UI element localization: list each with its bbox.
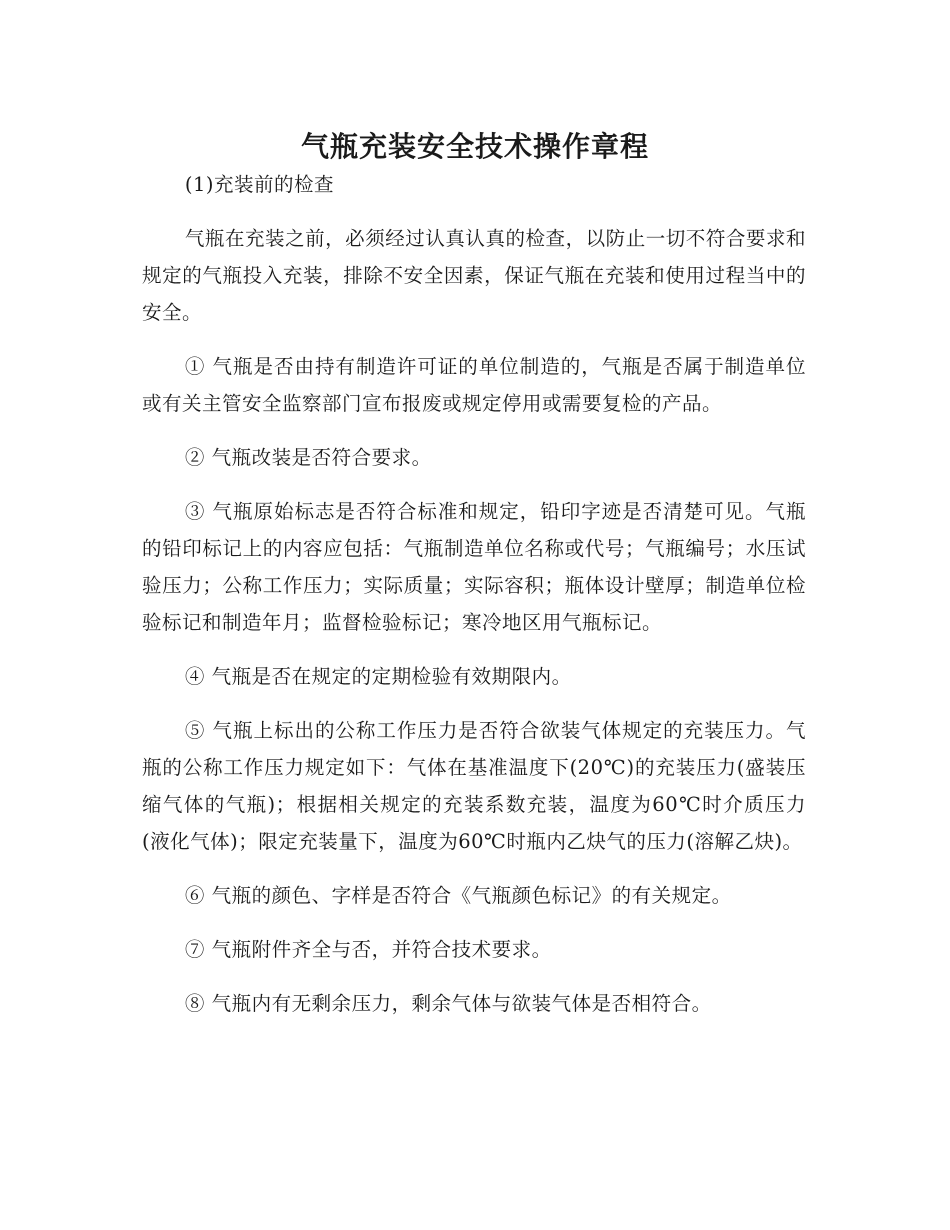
document-title: 气瓶充装安全技术操作章程	[300, 129, 649, 163]
section-heading: (1)充装前的检查	[184, 173, 335, 196]
list-item-2: ② 气瓶改装是否符合要求。	[184, 446, 432, 469]
list-item-1: ① 气瓶是否由持有制造许可证的单位制造的，气瓶是否属于制造单位或有关主管安全监察部门宣布报废或规定停用或需要复检的产品。	[142, 355, 806, 415]
list-item-6: ⑥ 气瓶的颜色、字样是否符合《气瓶颜色标记》的有关规定。	[184, 884, 732, 907]
document-body	[142, 166, 806, 1039]
list-item-5: ⑤ 气瓶上标出的公称工作压力是否符合欲装气体规定的充装压力。气瓶的公称工作压力规定如下：气体在基准温度下(20℃)的充装压力(盛装压缩气体的气瓶)；根据相关规定的充装系数充装，温度为60℃时介质压力(液化气体)；限定充装量下，温度为60℃时瓶内乙炔气的压力(溶解乙炔)。	[142, 719, 806, 853]
paragraph-intro: 气瓶在充装之前，必须经过认真认真的检查，以防止一切不符合要求和规定的气瓶投入充装，排除不安全因素，保证气瓶在充装和使用过程当中的安全。	[142, 227, 806, 324]
list-item-4: ④ 气瓶是否在规定的定期检验有效期限内。	[184, 665, 572, 688]
list-item-7: ⑦ 气瓶附件齐全与否，并符合技术要求。	[184, 938, 552, 961]
list-item-8: ⑧ 气瓶内有无剩余压力，剩余气体与欲装气体是否相符合。	[184, 992, 712, 1015]
list-item-3: ③ 气瓶原始标志是否符合标准和规定，铅印字迹是否清楚可见。气瓶的铅印标记上的内容应包括：气瓶制造单位名称或代号；气瓶编号；水压试验压力；公称工作压力；实际质量；实际容积；瓶体设计壁厚；制造单位检验标记和制造年月；监督检验标记；寒冷地区用气瓶标记。	[142, 500, 806, 634]
